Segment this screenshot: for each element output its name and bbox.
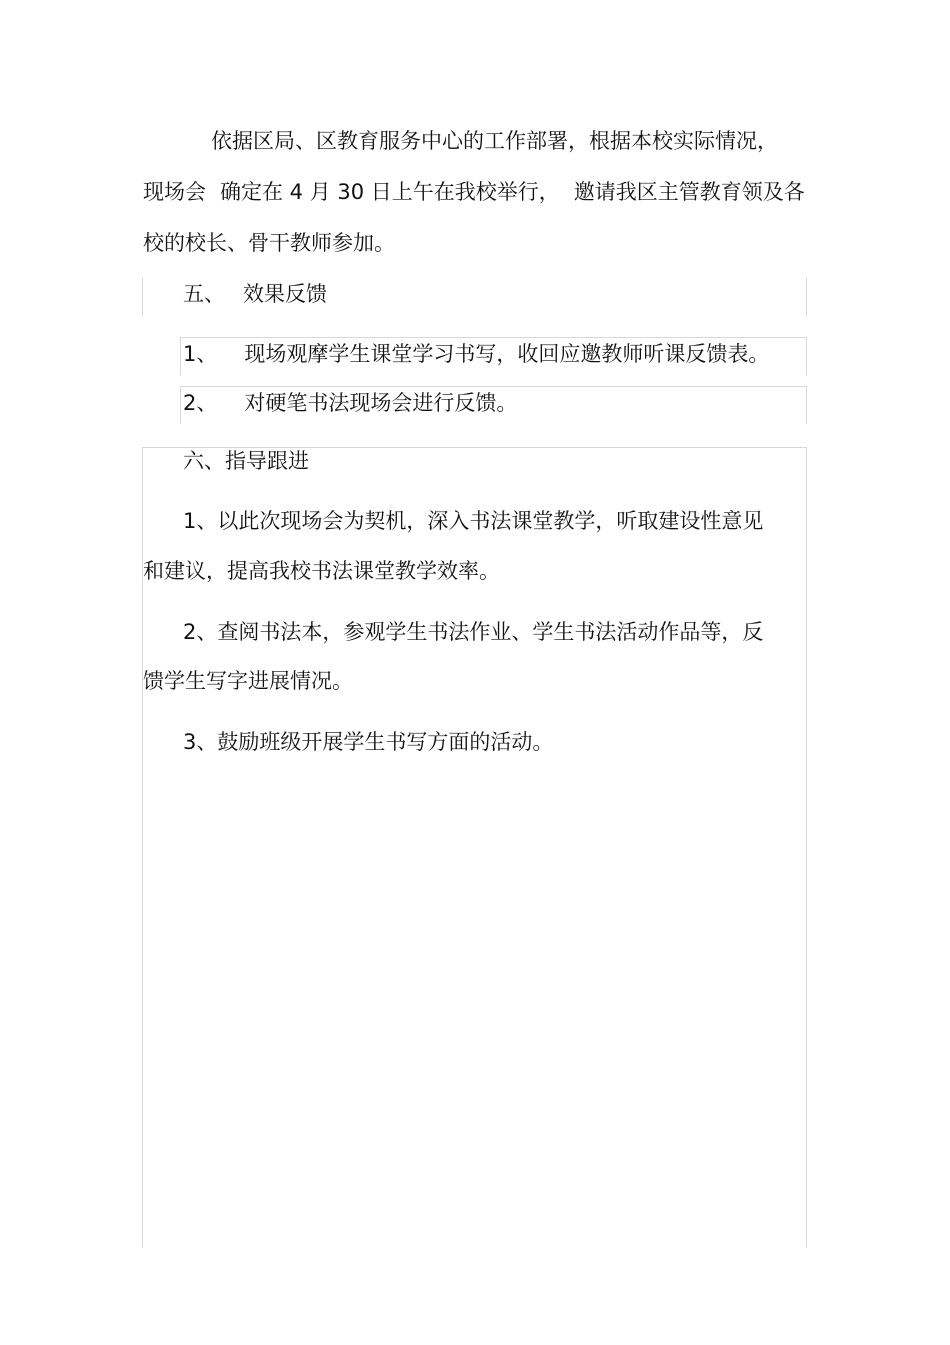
intro-line-1: 依据区局、区教育服务中心的工作部署，根据本校实际情况， (211, 129, 778, 153)
section6-item-1-line-2: 和建议，提高我校书法课堂教学效率。 (143, 559, 500, 583)
item2-box-right (806, 386, 807, 424)
intro-line-3: 校的校长、骨干教师参加。 (143, 231, 395, 255)
section5-title: 效果反馈 (243, 282, 327, 306)
intro-line-2-part-b: 确定在 4 月 30 日上午在我校举行， (220, 180, 560, 204)
section6-item-3: 3、鼓励班级开展学生书写方面的活动。 (183, 730, 554, 754)
section5-heading (183, 280, 327, 308)
section5-item-1-number: 1、 (183, 342, 218, 366)
item1-box-right (806, 337, 807, 375)
section5-item-2-number: 2、 (183, 391, 218, 415)
section5-item-1-text: 现场观摩学生课堂学习书写，收回应邀教师听课反馈表。 (244, 342, 770, 366)
section5-item-2 (183, 389, 517, 417)
section5-item-2-text: 对硬笔书法现场会进行反馈。 (244, 391, 518, 415)
section5-item-1 (183, 340, 769, 368)
item1-box-left (180, 337, 181, 375)
item1-box-top (180, 337, 806, 338)
intro-line-2 (143, 178, 805, 206)
section6-item-2-line-1: 2、查阅书法本，参观学生书法作业、学生书法活动作品等，反 (183, 620, 764, 644)
intro-line-2-part-a: 现场会 (143, 180, 206, 204)
section6-heading: 六、指导跟进 (183, 449, 309, 473)
section6-item-1-line-1: 1、以此次现场会为契机，深入书法课堂教学，听取建设性意见 (183, 509, 764, 533)
frame-line-left-top (142, 278, 143, 316)
section6-box-right (806, 447, 807, 1247)
intro-line-2-part-c: 邀请我区主管教育领及各 (573, 180, 805, 204)
frame-line-right-top (806, 278, 807, 316)
item2-box-top (180, 386, 806, 387)
item2-box-left (180, 386, 181, 424)
section5-number: 五、 (183, 282, 225, 306)
section6-item-2-line-2: 馈学生写字进展情况。 (143, 669, 353, 693)
